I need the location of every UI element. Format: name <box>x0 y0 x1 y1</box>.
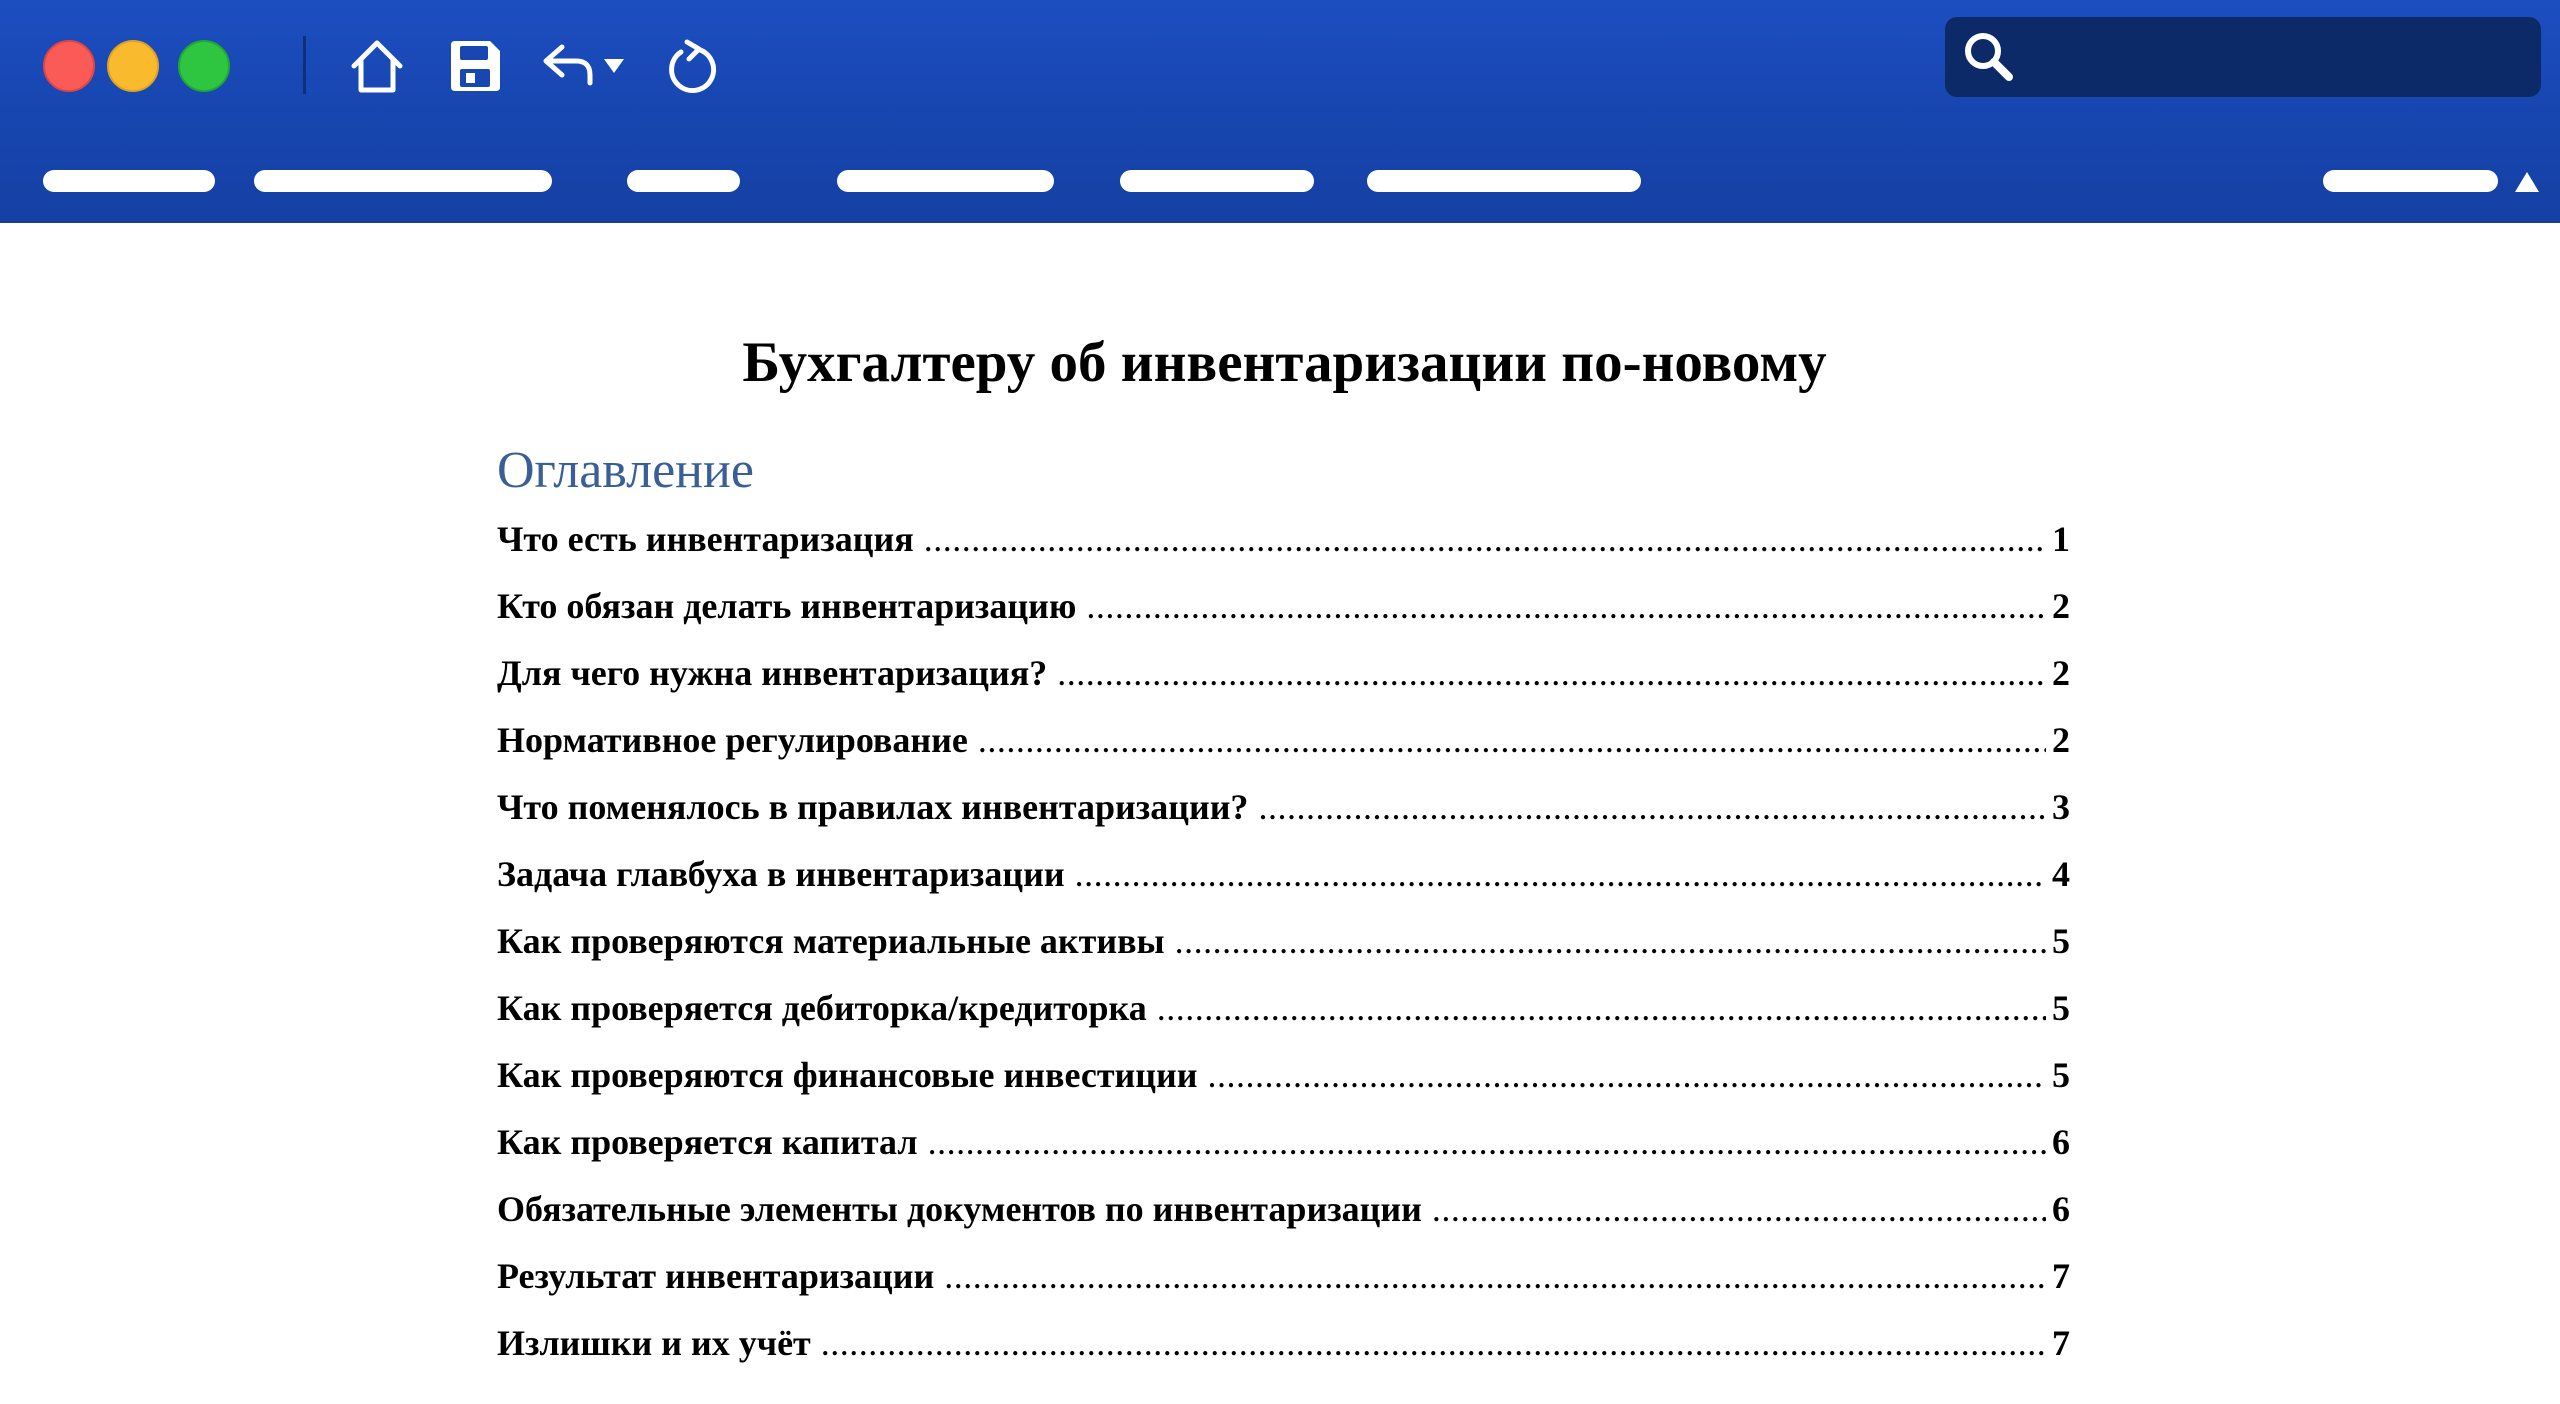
toolbar-divider <box>303 36 306 94</box>
menu-item-3[interactable] <box>627 170 740 192</box>
toc-entry[interactable] <box>497 848 2070 915</box>
home-icon <box>348 36 406 96</box>
toc-entry-title: Задача главбуха в инвентаризации <box>497 854 1065 894</box>
menu-item-label <box>1367 170 1368 171</box>
window-toolbar <box>0 0 2560 223</box>
toc-list <box>497 513 2070 1384</box>
floppy-disk-icon <box>446 37 504 95</box>
menu-item-5[interactable] <box>1120 170 1314 192</box>
menu-item-label <box>627 170 628 171</box>
home-button[interactable] <box>344 34 410 98</box>
toc-page-number: 6 <box>2052 1189 2070 1229</box>
minimize-window-button[interactable] <box>107 40 159 92</box>
toc-dot-leader <box>1075 848 2046 900</box>
toc-dot-leader <box>1057 647 2046 699</box>
toc-entry-title: Кто обязан делать инвентаризацию <box>497 586 1077 626</box>
toc-dot-leader <box>924 513 2046 565</box>
toc-entry-title: Как проверяется капитал <box>497 1122 918 1162</box>
triangle-up-icon[interactable] <box>2512 168 2542 196</box>
toc-heading: Оглавление <box>497 442 754 499</box>
search-input[interactable] <box>2035 29 2529 87</box>
undo-arrow-icon <box>538 37 632 95</box>
toc-entry[interactable] <box>497 1183 2070 1250</box>
toc-dot-leader <box>1258 781 2046 833</box>
redo-button[interactable] <box>660 34 726 98</box>
toc-page-number: 2 <box>2052 653 2070 693</box>
toc-page-number: 2 <box>2052 720 2070 760</box>
toc-page-number: 5 <box>2052 921 2070 961</box>
toc-entry-title: Для чего нужна инвентаризация? <box>497 653 1048 693</box>
toc-page-number: 7 <box>2052 1323 2070 1363</box>
toc-dot-leader <box>821 1317 2046 1369</box>
toc-page-number: 6 <box>2052 1122 2070 1162</box>
toc-entry[interactable] <box>497 781 2070 848</box>
menu-item-label <box>837 170 838 171</box>
toc-dot-leader <box>1432 1183 2046 1235</box>
toc-entry-title: Что поменялось в правилах инвентаризации? <box>497 787 1249 827</box>
redo-circular-arrow-icon <box>663 36 723 96</box>
menu-item-label <box>254 170 255 171</box>
toc-entry-title: Излишки и их учёт <box>497 1323 811 1363</box>
toc-page-number: 2 <box>2052 586 2070 626</box>
save-button[interactable] <box>442 34 508 98</box>
toc-page-number: 5 <box>2052 1055 2070 1095</box>
toc-dot-leader <box>1208 1049 2047 1101</box>
toc-entry[interactable] <box>497 1250 2070 1317</box>
toc-entry-title: Что есть инвентаризация <box>497 519 914 559</box>
toc-entry[interactable] <box>497 714 2070 781</box>
toc-entry-title: Как проверяются финансовые инвестиции <box>497 1055 1198 1095</box>
toc-dot-leader <box>1157 982 2046 1034</box>
menu-item-6[interactable] <box>1367 170 1641 192</box>
menu-item-label <box>1120 170 1121 171</box>
zoom-window-button[interactable] <box>178 40 230 92</box>
toc-entry[interactable] <box>497 1116 2070 1183</box>
close-window-button[interactable] <box>43 40 95 92</box>
menu-item-label <box>2323 170 2324 171</box>
toc-page-number: 4 <box>2052 854 2070 894</box>
menu-item-1[interactable] <box>43 170 215 192</box>
toc-entry[interactable] <box>497 513 2070 580</box>
undo-button[interactable] <box>538 34 632 98</box>
toc-entry-title: Как проверяются материальные активы <box>497 921 1165 961</box>
toc-entry[interactable] <box>497 1049 2070 1116</box>
toc-page-number: 7 <box>2052 1256 2070 1296</box>
toc-dot-leader <box>944 1250 2046 1302</box>
toc-entry-title: Обязательные элементы документов по инвентаризации <box>497 1189 1422 1229</box>
search-icon <box>1959 27 2019 87</box>
toc-entry-title: Нормативное регулирование <box>497 720 968 760</box>
toc-page-number: 5 <box>2052 988 2070 1028</box>
toc-entry[interactable] <box>497 982 2070 1049</box>
document-title: Бухгалтеру об инвентаризации по-новому <box>742 331 1827 394</box>
menu-item-4[interactable] <box>837 170 1054 192</box>
menu-item-2[interactable] <box>254 170 552 192</box>
menu-item-7[interactable] <box>2323 170 2498 192</box>
toc-dot-leader <box>1175 915 2046 967</box>
toc-page-number: 1 <box>2052 519 2070 559</box>
toc-dot-leader <box>978 714 2046 766</box>
toc-entry[interactable] <box>497 1317 2070 1384</box>
toc-dot-leader <box>1086 580 2046 632</box>
toc-entry-title: Как проверяется дебиторка/кредиторка <box>497 988 1147 1028</box>
toc-entry[interactable] <box>497 580 2070 647</box>
toc-entry-title: Результат инвентаризации <box>497 1256 935 1296</box>
chevron-down-icon <box>604 59 624 73</box>
menu-bar <box>0 160 2560 200</box>
toc-page-number: 3 <box>2052 787 2070 827</box>
toc-entry[interactable] <box>497 915 2070 982</box>
toc-dot-leader <box>928 1116 2046 1168</box>
toc-entry[interactable] <box>497 647 2070 714</box>
search-box[interactable] <box>1945 17 2541 97</box>
document-page <box>0 223 2560 1404</box>
menu-item-label <box>43 170 44 171</box>
